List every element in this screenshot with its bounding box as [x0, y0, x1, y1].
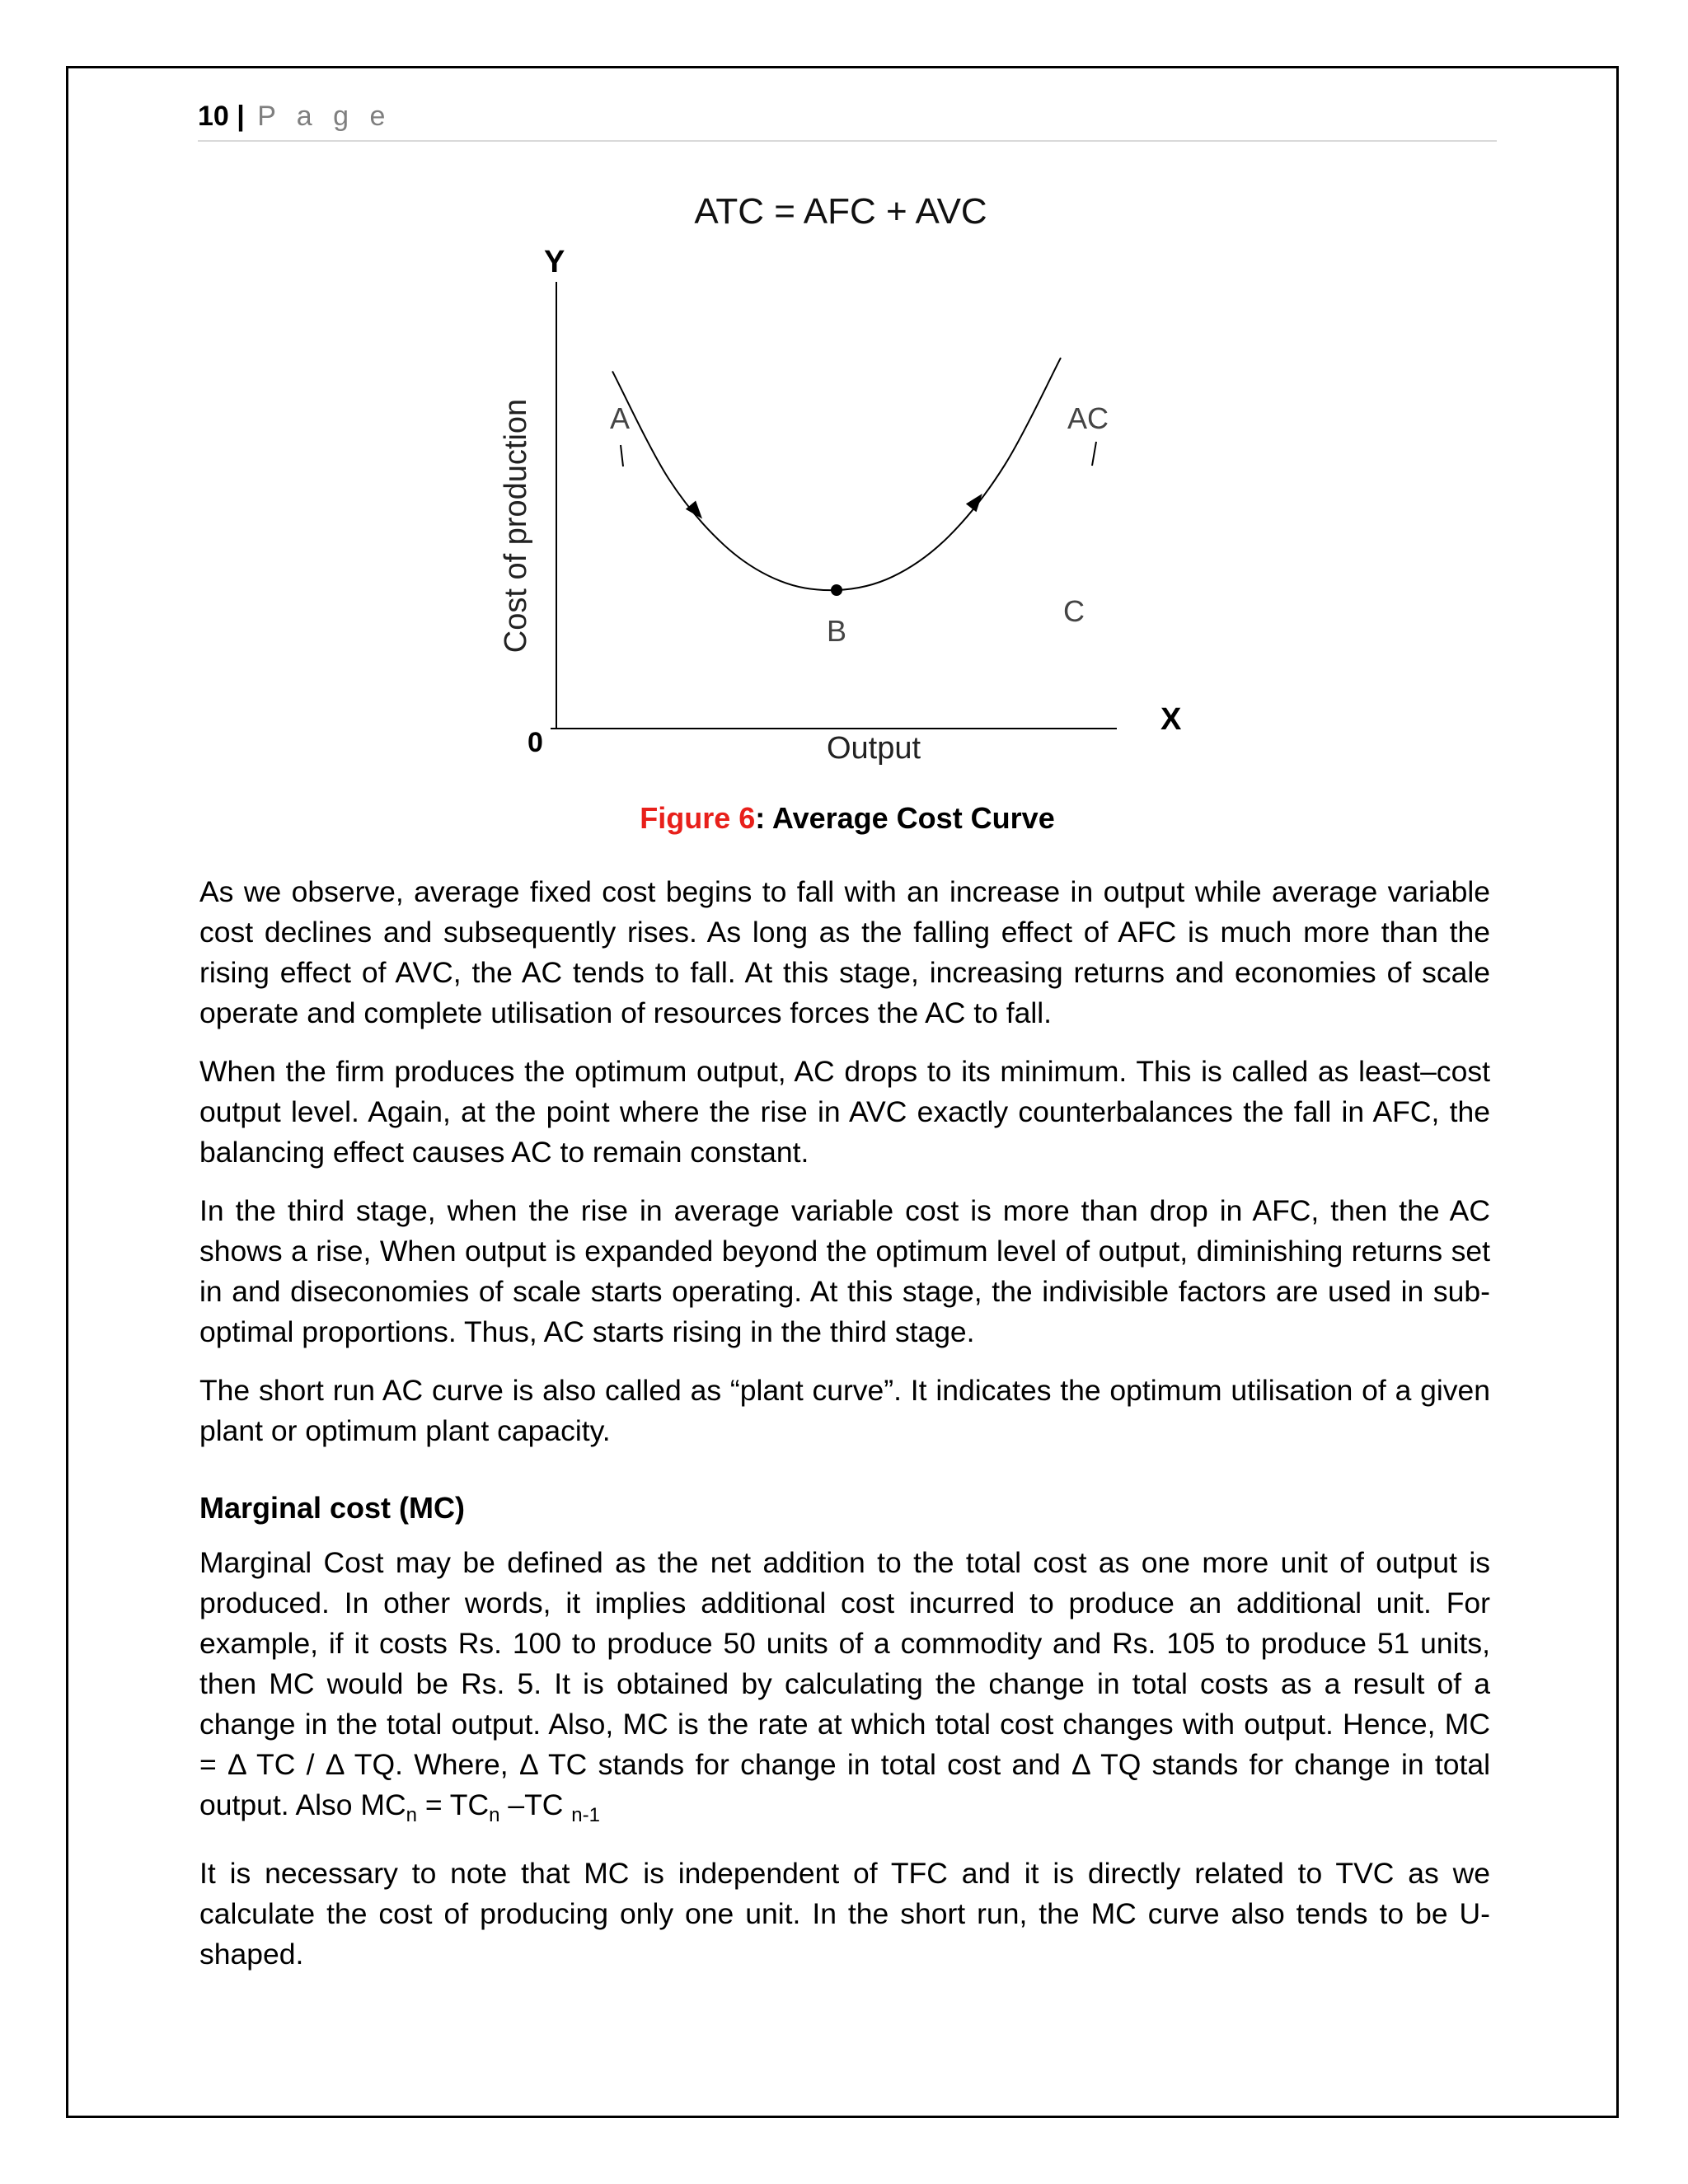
- point-label-a: A: [610, 401, 631, 435]
- y-axis-label: Cost of production: [499, 398, 533, 654]
- page-label: P a g e: [257, 101, 392, 132]
- curve-label-ac: AC: [1067, 401, 1109, 435]
- body-text: [199, 872, 1490, 1993]
- section-heading-marginal-cost: Marginal cost (MC): [199, 1491, 466, 1525]
- mc-text: Marginal Cost may be defined as the net addition to the total cost as one more unit of output is produced. In other words, it implies additional cost incurred to produce an additional unit. For example, if it costs Rs. 100 to produce 50 units of a commodity and Rs. 105 to produce 51 units, then MC would be Rs. 5. It is obtained by calculating the change in total costs as a result of a change in the total output. Also, MC is the rate at which total cost changes with output. Hence, MC = Δ TC / Δ TQ. Where, Δ TC stands for change in total cost and Δ TQ stands for change in total output. Also MC: [199, 1546, 1490, 1821]
- mc-end: –TC: [499, 1788, 572, 1821]
- ac-curve: [612, 358, 1061, 590]
- ac-curve-group: [612, 358, 1061, 648]
- tc-sub-n-1: n-1: [571, 1804, 600, 1827]
- mc-sub-n: n: [406, 1804, 417, 1827]
- figure-caption: [198, 799, 1497, 837]
- point-label-c: C: [1063, 594, 1085, 628]
- paragraph-final: It is necessary to note that MC is independent of TFC and it is directly related to TVC as we calculate the cost of producing only one unit. In the short run, the MC curve also tends to be U-shaped.: [199, 1857, 1490, 1971]
- figure-label: Figure 6: [640, 801, 756, 835]
- mc-mid: = TC: [416, 1788, 490, 1821]
- origin-label: 0: [528, 727, 543, 758]
- falling-arrow: [686, 501, 707, 523]
- paragraph-3: In the third stage, when the rise in average variable cost is more than drop in AFC, then the AC shows a rise, When output is expanded beyond the optimum level of output, diminishing returns set in and diseconomies of scale starts operating. At this stage, the indivisible factors are used in sub-optimal proportions. Thus, AC starts rising in the third stage.: [199, 1194, 1490, 1348]
- paragraph-marginal-cost: [199, 1543, 1490, 1835]
- page-number: 10: [198, 101, 229, 132]
- chart-title: ATC = AFC + AVC: [694, 191, 987, 232]
- paragraph-1: As we observe, average fixed cost begins to fall with an increase in output while average variable cost declines and subsequently rises. As long as the falling effect of AFC is much more than the rising effect of AVC, the AC tends to fall. At this stage, increasing returns and economies of scale operate and complete utilisation of resources forces the AC to fall.: [199, 875, 1490, 1029]
- paragraph-4: The short run AC curve is also called as “plant curve”. It indicates the optimum utilisation of a given plant or optimum plant capacity.: [199, 1374, 1490, 1447]
- ac-label-leader: [1092, 442, 1096, 466]
- page-header: [198, 97, 1497, 142]
- figure-average-cost-curve: [462, 181, 1253, 783]
- paragraph-2: When the firm produces the optimum output, AC drops to its minimum. This is called as least–cost output level. Again, at the point where the rise in AVC exactly counterbalances the fall in AFC, the balancing effect causes AC to remain constant.: [199, 1055, 1490, 1169]
- a-label-leader: [621, 445, 623, 466]
- average-cost-chart: [462, 181, 1253, 783]
- figure-caption-text: : Average Cost Curve: [755, 801, 1055, 835]
- x-axis-letter: X: [1160, 702, 1182, 737]
- tc-sub-n: n: [489, 1804, 500, 1827]
- point-label-b: B: [826, 614, 847, 648]
- header-separator: |: [237, 101, 245, 132]
- minimum-point-b: [831, 584, 842, 596]
- x-axis-label: Output: [826, 731, 921, 766]
- y-axis-letter: Y: [544, 245, 565, 279]
- rising-arrow: [966, 490, 987, 512]
